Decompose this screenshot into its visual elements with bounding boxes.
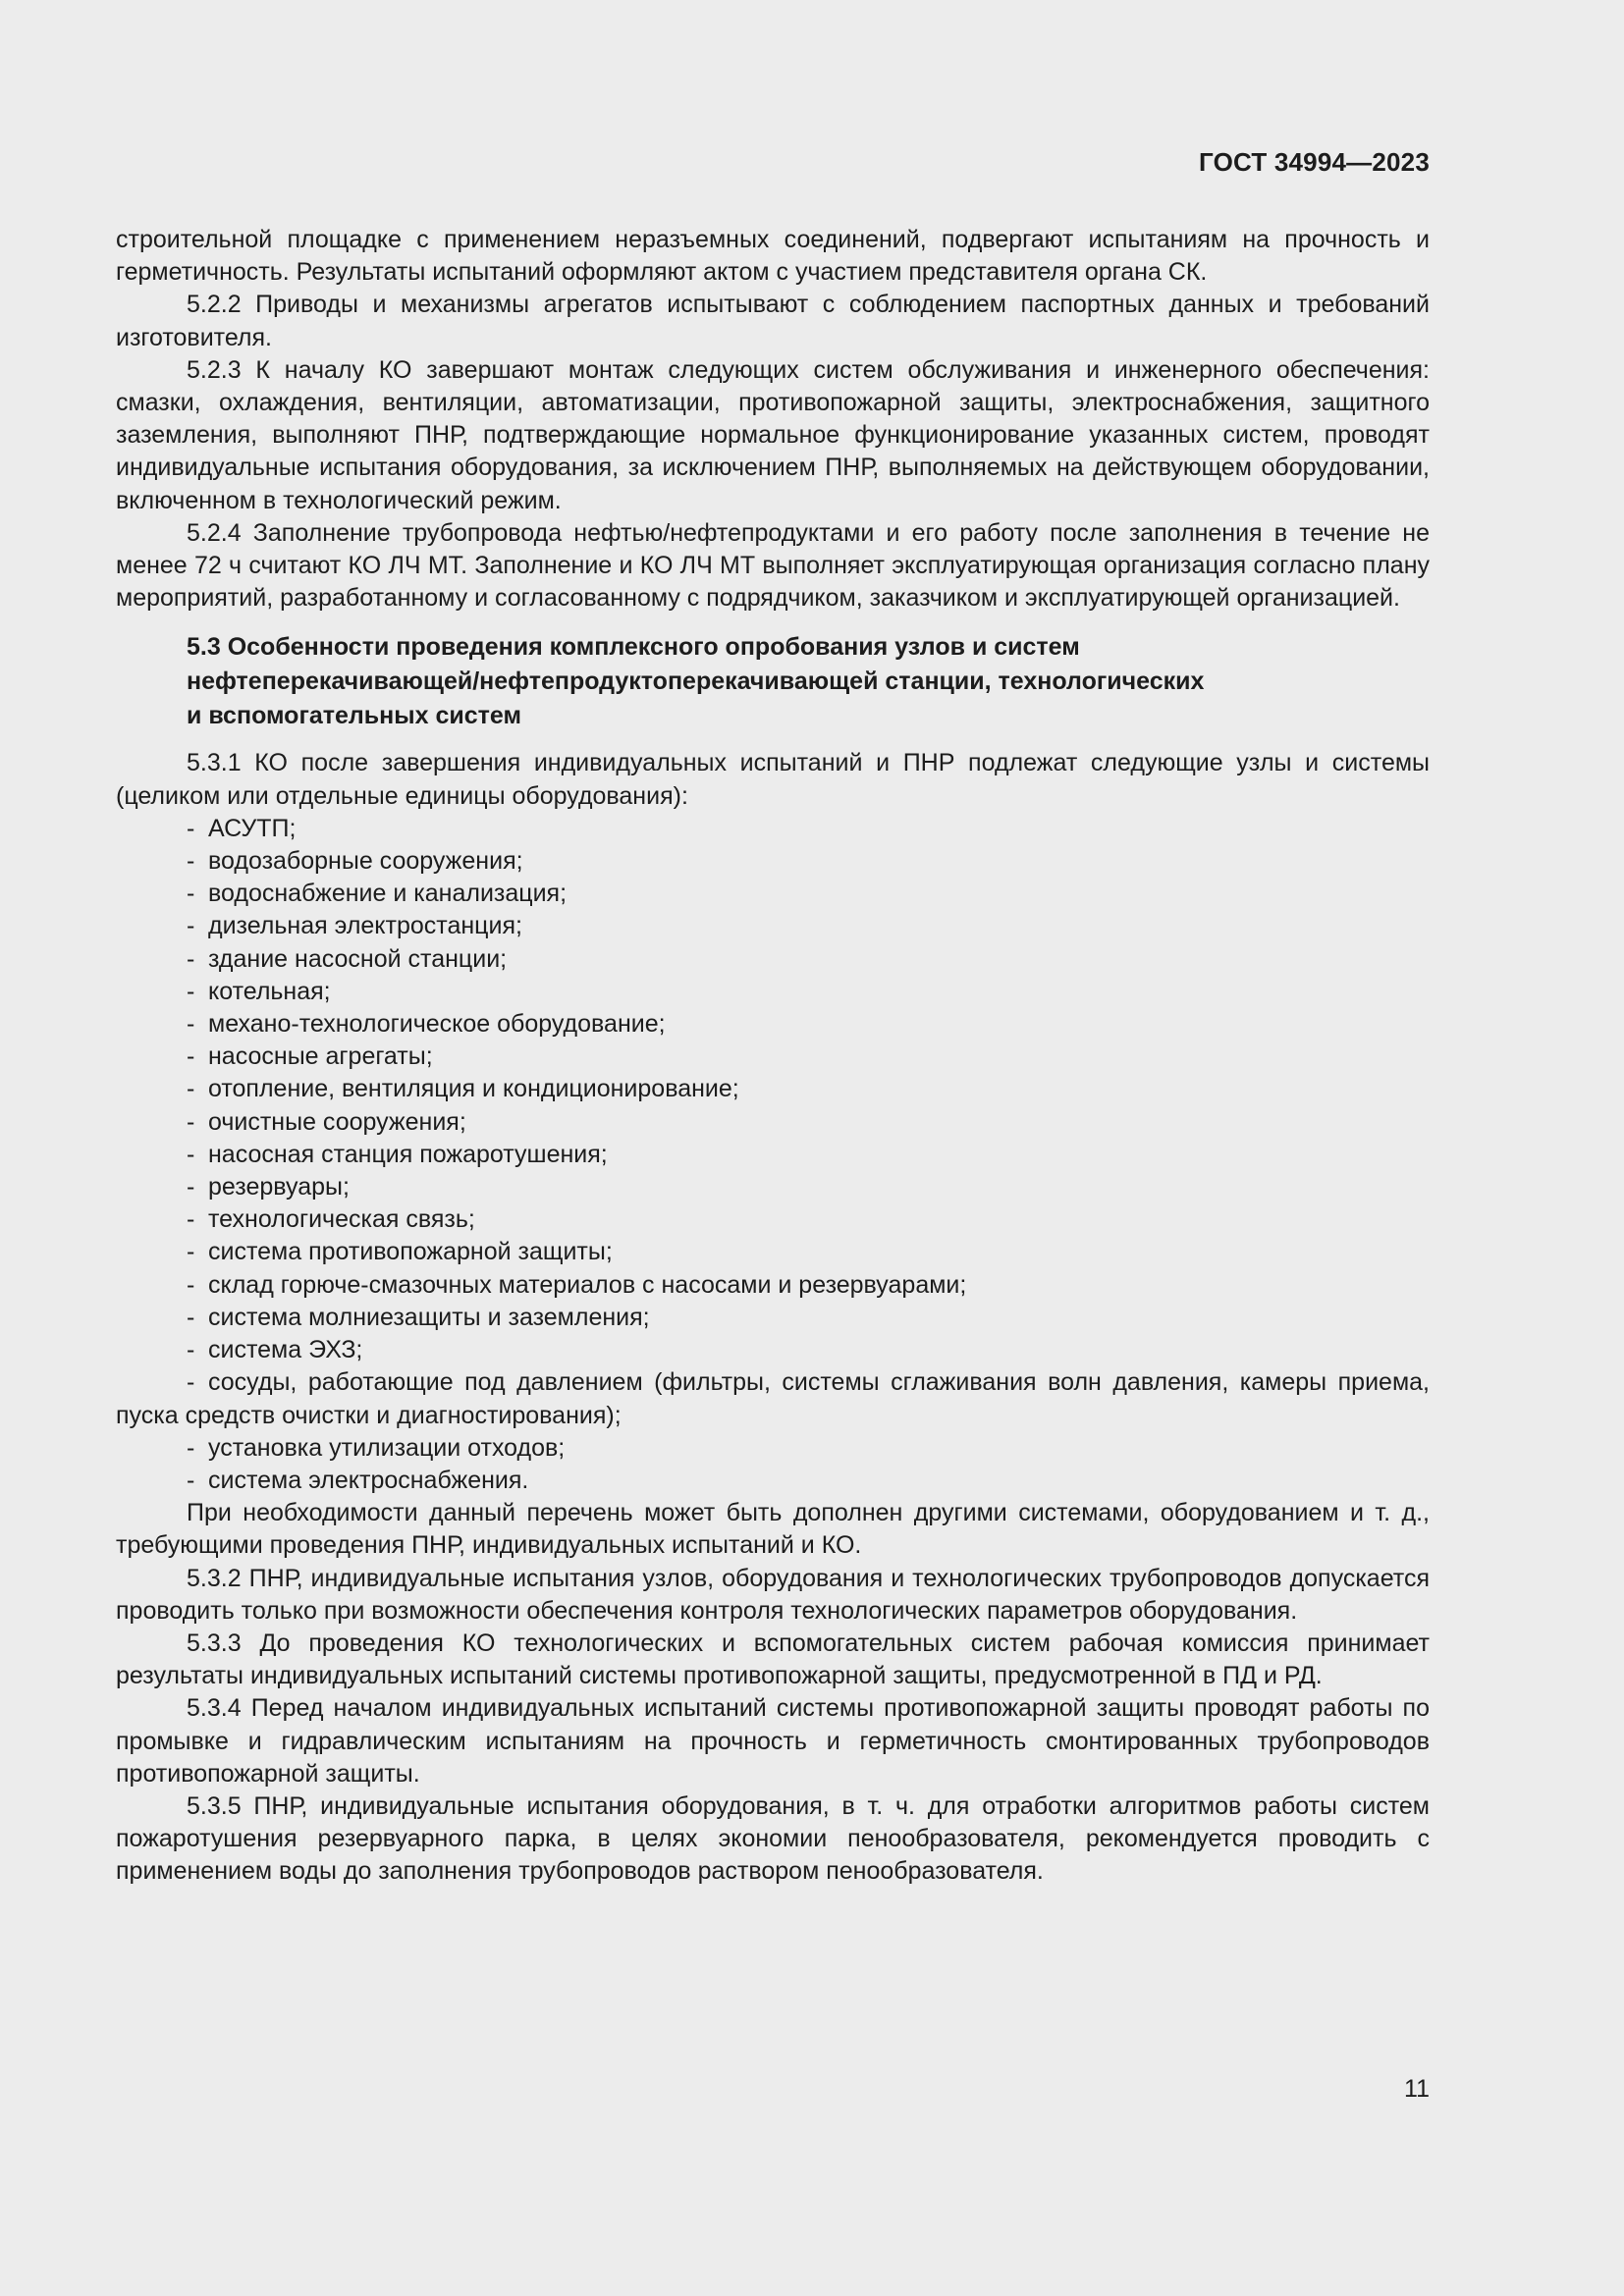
bottom-paragraphs: [116, 1497, 1430, 1888]
list-dash: -: [187, 1466, 195, 1494]
list-item-text: система ЭХЗ;: [208, 1336, 363, 1364]
list-dash: -: [187, 847, 195, 876]
list-item: [116, 1366, 1430, 1431]
list-item: [116, 1236, 1430, 1268]
paragraph: 5.3.2 ПНР, индивидуальные испытания узлов, оборудования и технологических трубопроводов допускается проводить только при возможности обеспечения контроля технологических параметров оборудования.: [116, 1564, 1430, 1625]
section-heading-line: нефтеперекачивающей/нефтепродуктоперекачивающей станции, технологических: [187, 667, 1205, 696]
list-item: [116, 845, 1430, 878]
list-dash: -: [187, 814, 195, 842]
list-dash: -: [187, 1173, 195, 1201]
list-dash: -: [187, 977, 195, 1005]
list-dash: -: [187, 1010, 195, 1039]
paragraph: 5.3.3 До проведения КО технологических и вспомогательных систем рабочая комиссия принимает результаты индивидуальных испытаний системы противопожарной защиты, предусмотренной в ПД и РД.: [116, 1629, 1430, 1690]
list-dash: -: [187, 880, 195, 908]
list-item-text: очистные сооружения;: [208, 1107, 466, 1136]
list-item: [116, 813, 1430, 845]
list-dash: -: [187, 1107, 195, 1136]
list-item-text: система электроснабжения.: [208, 1466, 529, 1494]
list-item: [116, 1041, 1430, 1073]
list-item: [116, 1334, 1430, 1366]
list-item: [116, 1008, 1430, 1041]
list-dash: -: [187, 1368, 195, 1397]
list-dash: -: [187, 1205, 195, 1234]
list-dash: -: [187, 1075, 195, 1103]
list-item: [116, 1269, 1430, 1302]
list-item: [116, 1106, 1430, 1139]
list-item: [116, 910, 1430, 942]
list-item-text: сосуды, работающие под давлением (фильтры, системы сглаживания волн давления, камеры приема, пуска средств очистки и диагностирования);: [116, 1368, 1430, 1429]
list-item-text: водозаборные сооружения;: [208, 847, 523, 876]
list-item-text: технологическая связь;: [208, 1205, 475, 1234]
paragraph: 5.3.4 Перед началом индивидуальных испытаний системы противопожарной защиты проводят работы по промывке и гидравлическим испытаниям на прочность и герметичность смонтированных трубопроводов противопожарной защиты.: [116, 1694, 1430, 1788]
list-dash: -: [187, 944, 195, 973]
list-item: [116, 1203, 1430, 1236]
page-body: [116, 224, 1430, 1889]
paragraph-continuation: строительной площадке с применением неразъемных соединений, подвергают испытаниям на прочность и герметичность. Результаты испытаний оформляют актом с участием представителя органа СК.: [116, 226, 1430, 287]
list-dash: -: [187, 1303, 195, 1331]
document-code-header: ГОСТ 34994—2023: [1199, 147, 1430, 177]
list-item-text: механо-технологическое оборудование;: [208, 1010, 666, 1039]
list-item: [116, 1139, 1430, 1171]
paragraph-5-3-1: 5.3.1 КО после завершения индивидуальных испытаний и ПНР подлежат следующие узлы и системы (целиком или отдельные единицы оборудования):: [116, 749, 1430, 810]
list-item: [116, 943, 1430, 976]
list-dash: -: [187, 1270, 195, 1299]
list-dash: -: [187, 1238, 195, 1266]
paragraph: При необходимости данный перечень может быть дополнен другими системами, оборудованием и т. д., требующими проведения ПНР, индивидуальных испытаний и КО.: [116, 1499, 1430, 1560]
list-item-text: система молниезащиты и заземления;: [208, 1303, 650, 1331]
list-item: [116, 1465, 1430, 1497]
list-dash: -: [187, 1140, 195, 1168]
list-item-text: отопление, вентиляция и кондиционирование;: [208, 1075, 739, 1103]
list-item-text: насосные агрегаты;: [208, 1042, 433, 1071]
list-item: [116, 1302, 1430, 1334]
page-number: 11: [1404, 2075, 1430, 2103]
list-item-text: дизельная электростанция;: [208, 912, 522, 940]
list-item: [116, 976, 1430, 1008]
list-dash: -: [187, 1433, 195, 1462]
list-item: [116, 1073, 1430, 1105]
list-dash: -: [187, 912, 195, 940]
section-heading-5-3: [187, 630, 1430, 733]
list-item-text: резервуары;: [208, 1173, 350, 1201]
list-item-text: насосная станция пожаротушения;: [208, 1140, 608, 1168]
section-heading-line: 5.3 Особенности проведения комплексного опробования узлов и систем: [187, 633, 1080, 662]
list-item-text: котельная;: [208, 977, 331, 1005]
paragraph: 5.3.5 ПНР, индивидуальные испытания оборудования, в т. ч. для отработки алгоритмов работы систем пожаротушения резервуарного парка, в целях экономии пенообразователя, рекомендуется проводить с применением воды до заполнения трубопроводов раствором пенообразователя.: [116, 1791, 1430, 1886]
list-item-text: здание насосной станции;: [208, 944, 508, 973]
paragraph-5-2-2: 5.2.2 Приводы и механизмы агрегатов испытывают с соблюдением паспортных данных и требований изготовителя.: [116, 291, 1430, 351]
list-dash: -: [187, 1336, 195, 1364]
list-item: [116, 1171, 1430, 1203]
list-item: [116, 878, 1430, 910]
list-dash: -: [187, 1042, 195, 1071]
section-heading-line: и вспомогательных систем: [187, 702, 521, 730]
list-item: [116, 1432, 1430, 1465]
list-item-text: АСУТП;: [208, 814, 297, 842]
list-item-text: водоснабжение и канализация;: [208, 880, 568, 908]
list-item-text: склад горюче-смазочных материалов с насосами и резервуарами;: [208, 1270, 967, 1299]
paragraph-5-2-3: 5.2.3 К началу КО завершают монтаж следующих систем обслуживания и инженерного обеспечения: смазки, охлаждения, вентиляции, автоматизации, противопожарной защиты, электроснабжения, защитного заземления, выполняют ПНР, подтверждающие нормальное функционирование указанных систем, проводят индивидуальные испытания оборудования, за исключением ПНР, выполняемых на действующем оборудовании, включенном в технологический режим.: [116, 355, 1430, 514]
list-item-text: система противопожарной защиты;: [208, 1238, 613, 1266]
systems-list: [116, 813, 1430, 1497]
list-item-text: установка утилизации отходов;: [208, 1433, 566, 1462]
paragraph-5-2-4: 5.2.4 Заполнение трубопровода нефтью/нефтепродуктами и его работу после заполнения в течение не менее 72 ч считают КО ЛЧ МТ. Заполнение и КО ЛЧ МТ выполняет эксплуатирующая организация согласно плану мероприятий, разработанному и согласованному с подрядчиком, заказчиком и эксплуатирующей организацией.: [116, 518, 1430, 613]
